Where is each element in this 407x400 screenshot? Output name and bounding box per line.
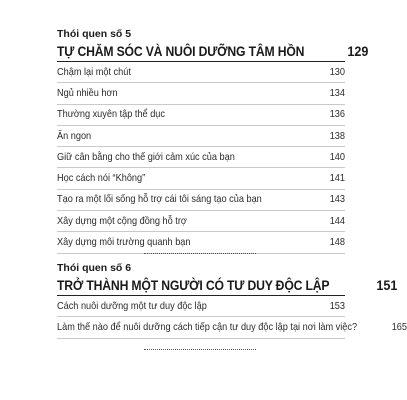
toc-entry-label: Học cách nói “Không” bbox=[57, 173, 146, 185]
toc-entry-label: Làm thế nào để nuôi dưỡng cách tiếp cận tư duy độc lập tại nơi làm việc? bbox=[57, 321, 358, 333]
toc-entry-page: 136 bbox=[329, 109, 345, 121]
toc-entry bbox=[57, 83, 345, 104]
habit-label: Thói quen số 6 bbox=[57, 262, 132, 274]
toc-entry bbox=[57, 317, 407, 338]
toc-entry-page: 130 bbox=[329, 66, 345, 78]
toc-entry bbox=[57, 190, 345, 211]
toc-entry-page: 143 bbox=[329, 194, 345, 206]
chapter-heading bbox=[57, 275, 398, 296]
toc-entry bbox=[57, 62, 345, 83]
toc-entry-label: Xây dựng môi trường quanh bạn bbox=[57, 237, 191, 249]
toc-entry-page: 148 bbox=[329, 237, 345, 249]
toc-entry-label: Chậm lại một chút bbox=[57, 66, 131, 78]
toc-entry bbox=[57, 296, 345, 317]
chapter-heading bbox=[57, 41, 368, 62]
chapter-title: TỰ CHĂM SÓC VÀ NUÔI DƯỠNG TÂM HỒN bbox=[57, 44, 305, 60]
toc-entry bbox=[57, 126, 345, 147]
chapter-page-number: 129 bbox=[346, 43, 368, 59]
toc-entry-page: 138 bbox=[329, 130, 345, 142]
dotted-separator bbox=[144, 349, 256, 350]
toc-entry bbox=[57, 168, 345, 189]
toc-entry-label: Ăn ngon bbox=[57, 130, 92, 142]
toc-entry bbox=[57, 105, 345, 126]
toc-entry bbox=[57, 211, 345, 232]
toc-entry-label: Xây dựng một cộng đồng hỗ trợ bbox=[57, 215, 187, 227]
toc-entry bbox=[57, 232, 345, 253]
chapter-page-number: 151 bbox=[376, 277, 398, 293]
chapter-title: TRỞ THÀNH MỘT NGƯỜI CÓ TƯ DUY ĐỘC LẬP bbox=[57, 278, 330, 294]
dotted-separator bbox=[144, 253, 256, 254]
toc-entry-label: Giữ cân bằng cho thế giới cảm xúc của bạn bbox=[57, 151, 235, 163]
toc-entry-page: 134 bbox=[329, 87, 345, 99]
toc-entry bbox=[57, 147, 345, 168]
toc-entry-page: 140 bbox=[329, 151, 345, 163]
toc-entry-page: 165 bbox=[392, 321, 407, 333]
toc-entry-page: 144 bbox=[329, 215, 345, 227]
habit-label: Thói quen số 5 bbox=[57, 28, 132, 40]
toc-entry-label: Cách nuôi dưỡng một tư duy độc lập bbox=[57, 300, 207, 312]
toc-entry-page: 141 bbox=[329, 173, 345, 185]
toc-entry-label: Thường xuyên tập thể dục bbox=[57, 109, 165, 121]
toc-entry-label: Tạo ra một lối sống hỗ trợ cái tôi sáng tạo của bạn bbox=[57, 194, 262, 206]
toc-entry-page: 153 bbox=[329, 300, 345, 312]
toc-section-habit-6 bbox=[57, 262, 407, 339]
toc-section-habit-5 bbox=[57, 28, 368, 254]
toc-entry-label: Ngủ nhiều hơn bbox=[57, 87, 118, 99]
